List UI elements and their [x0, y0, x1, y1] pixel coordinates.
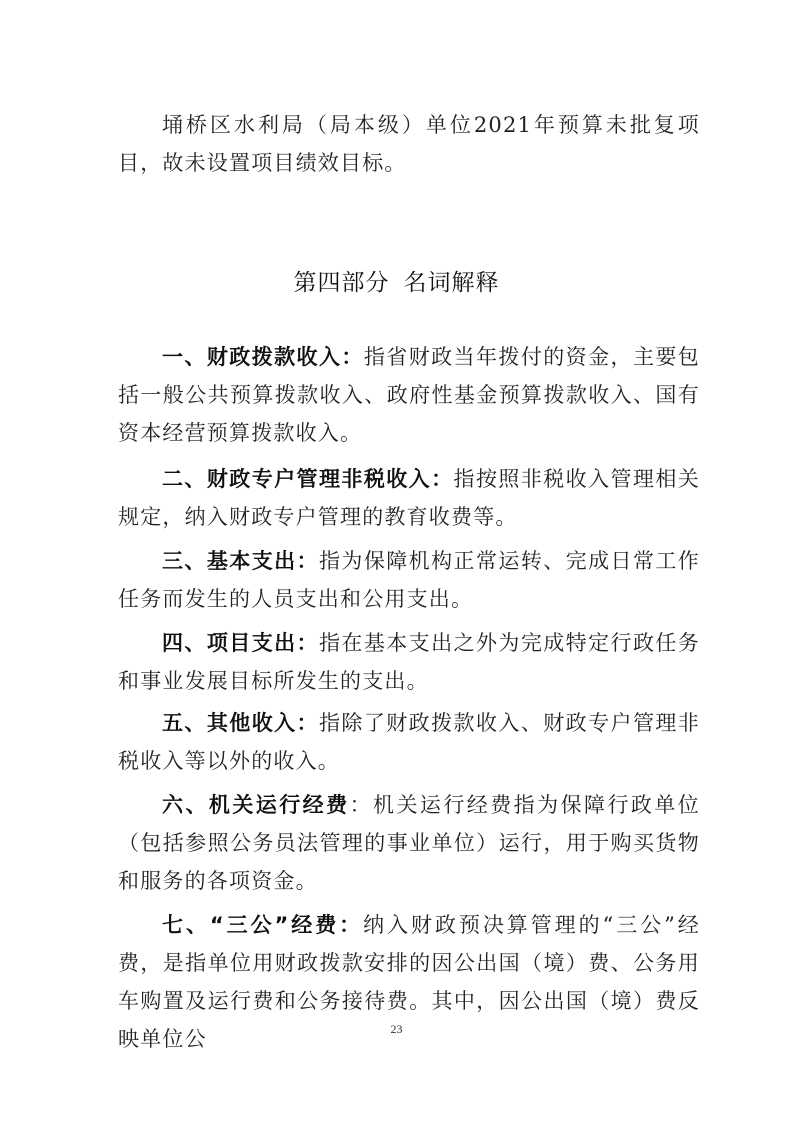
intro-paragraph [118, 106, 700, 182]
term-definition: ：机关运行经费指为保障行政单位（包括参照公务员法管理的事业单位）运行，用于购买货物和服务的各项资金。 [118, 793, 700, 893]
section-heading-part: 第四部分 [293, 270, 390, 296]
term-definition: 指按照非税收入管理相关规定，纳入财政专户管理的教育收费等。 [118, 467, 700, 529]
term-definition: 指在基本支出之外为完成特定行政任务和事业发展目标所发生的支出。 [118, 631, 700, 693]
term-paragraph-5 [118, 704, 700, 780]
term-paragraph-4 [118, 624, 700, 700]
term-paragraph-2 [118, 460, 700, 536]
term-paragraph-1 [118, 338, 700, 452]
term-label: 六、机关运行经费 [162, 793, 350, 817]
term-paragraph-3 [118, 542, 700, 618]
term-label: 二、财政专户管理非税收入： [162, 467, 454, 491]
section-heading-title: 名词解释 [403, 270, 500, 296]
term-definition: 纳入财政预决算管理的“三公”经费，是指单位用财政拨款安排的因公出国（境）费、公务用车购置及运行费和公务接待费。其中，因公出国（境）费反映单位公 [118, 913, 700, 1051]
term-definition: 指除了财政拨款收入、财政专户管理非税收入等以外的收入。 [118, 711, 700, 773]
term-label: 三、基本支出： [162, 549, 319, 573]
term-paragraph-6 [118, 786, 700, 900]
term-label: 一、财政拨款收入： [162, 345, 364, 369]
term-definition: 指省财政当年拨付的资金，主要包括一般公共预算拨款收入、政府性基金预算拨款收入、国有资本经营预算拨款收入。 [118, 345, 700, 445]
section-heading [0, 264, 793, 297]
term-label: 四、项目支出： [162, 631, 319, 655]
page-number: 23 [390, 1022, 403, 1036]
term-definition: 指为保障机构正常运转、完成日常工作任务而发生的人员支出和公用支出。 [118, 549, 700, 611]
term-label: 七、“三公”经费： [162, 913, 364, 937]
term-label: 五、其他收入： [162, 711, 319, 735]
intro-text: 埇桥区水利局（局本级）单位2021年预算未批复项目，故未设置项目绩效目标。 [118, 113, 700, 175]
